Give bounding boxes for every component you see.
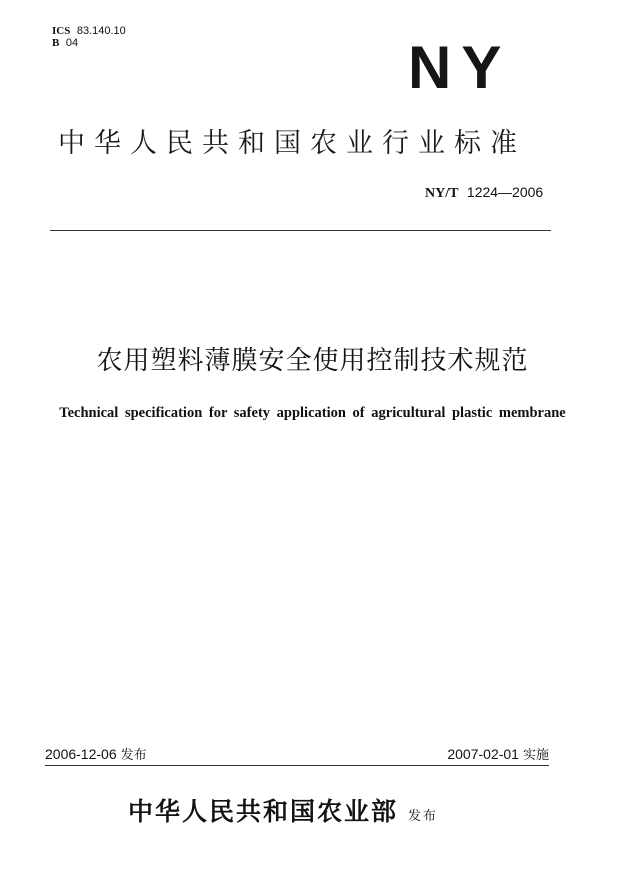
publisher-label: 发布 — [408, 809, 439, 824]
ics-value: 83.140.10 — [76, 25, 126, 37]
ccs-value: 04 — [65, 37, 79, 49]
implementation-date-label: 实施 — [522, 748, 549, 763]
publisher-organization: 中华人民共和国农业部 — [128, 797, 399, 826]
footer-divider — [45, 765, 549, 766]
ccs-label: B — [52, 37, 60, 49]
header-divider — [50, 230, 551, 231]
issue-date — [45, 744, 147, 763]
document-title-chinese: 农用塑料薄膜安全使用控制技术规范 — [96, 346, 529, 376]
ccs-code — [52, 37, 126, 49]
ny-logo: NY — [408, 34, 512, 101]
implementation-date — [447, 744, 549, 763]
classification-codes — [52, 25, 126, 49]
document-title-english: Technical specification for safety application of agricultural plastic membrane — [59, 405, 566, 421]
standard-number-prefix: NY/T — [425, 186, 459, 201]
ics-label: ICS — [52, 25, 71, 37]
issue-date-value: 2006-12-06 — [45, 746, 117, 762]
issue-date-label: 发布 — [120, 748, 147, 763]
publisher — [128, 792, 438, 828]
standard-number — [425, 184, 543, 202]
standard-number-code: 1224—2006 — [466, 184, 544, 200]
standard-category: 中华人民共和国农业行业标准 — [58, 128, 526, 159]
implementation-date-value: 2007-02-01 — [447, 746, 519, 762]
